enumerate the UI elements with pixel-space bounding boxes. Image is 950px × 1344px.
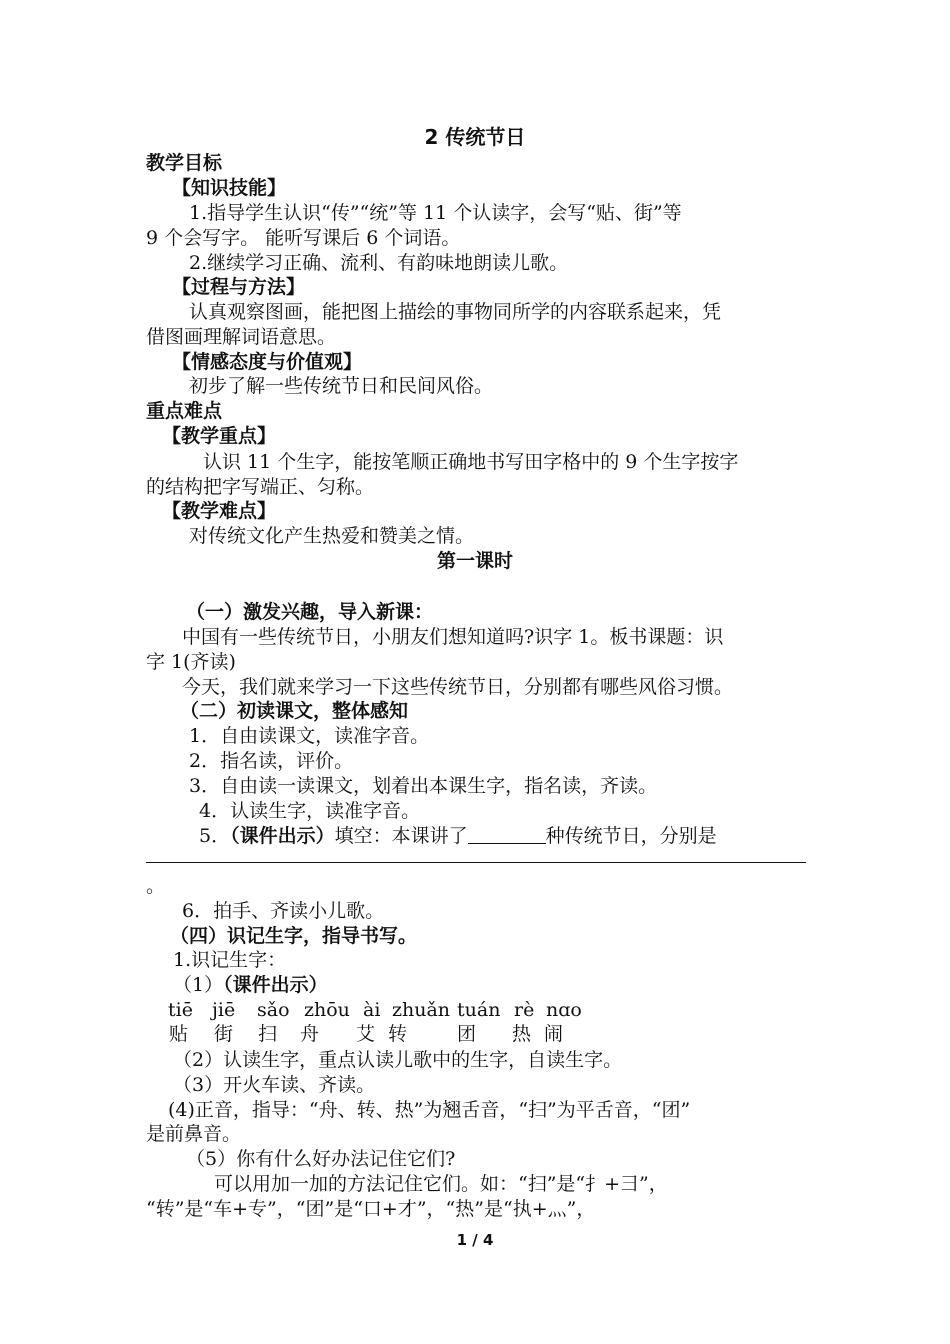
step1-line-a: 中国有一些传统节日，小朋友们想知道吗?识字 1。板书课题：识: [182, 626, 724, 648]
page-number: 1 / 4: [456, 1231, 494, 1249]
fill-blank: [468, 825, 546, 844]
step4-item-4b: 是前鼻音。: [146, 1123, 242, 1145]
skills-line-2: 2.继续学习正确、流利、有韵味地朗读儿歌。: [189, 252, 569, 274]
pinyin-item: nɑo: [546, 999, 582, 1021]
focus-line-a: 认识 11 个生字，能按笔顺正确地书写田字格中的 9 个生字按字: [203, 451, 739, 473]
hanzi-item: 转: [388, 1023, 408, 1045]
pinyin-row: [0, 998, 950, 1022]
step2-item-4: 4．认读生字，读准字音。: [199, 800, 421, 822]
courseware-label-2: （课件出示）: [223, 974, 328, 996]
step4-heading: （四）识记生字，指导书写。: [170, 925, 418, 947]
skills-line-1b: 9 个会写字。 能听写课后 6 个词语。: [146, 227, 461, 249]
step4-item-4a: (4)正音，指导：“舟、转、热”为翘舌音，“扫”为平舌音，“团”: [168, 1099, 691, 1121]
step4-item-3: （3）开火车读、齐读。: [173, 1074, 376, 1096]
step4-item-5a: 可以用加一加的方法记住它们。如：“扫”是“扌+彐”，: [214, 1173, 668, 1195]
step1-line-c: 今天，我们就来学习一下这些传统节日，分别都有哪些风俗习惯。: [182, 676, 734, 698]
key-heading: 重点难点: [146, 400, 223, 422]
step2-item-5: [199, 824, 717, 848]
pinyin-item: tuán: [457, 999, 501, 1021]
emotion-line-1: 初步了解一些传统节日和民间风俗。: [189, 375, 494, 397]
lesson-heading: 第一课时: [436, 550, 513, 572]
pinyin-item: zhōu: [304, 999, 350, 1021]
fill-blank-prefix: 填空：本课讲了: [334, 825, 468, 847]
answer-line-end: 。: [146, 875, 166, 897]
objectives-heading: 教学目标: [146, 152, 223, 174]
pinyin-item: ài: [363, 999, 381, 1021]
step4-item-1-1: [173, 973, 328, 997]
step2-heading: （二）初读课文，整体感知: [180, 700, 409, 722]
process-line-b: 借图画理解词语意思。: [146, 326, 337, 348]
pinyin-item: jiē: [212, 999, 236, 1021]
step4-item-5: （5）你有什么好办法记住它们?: [186, 1148, 456, 1170]
step1-heading: （一）激发兴趣，导入新课：: [186, 601, 434, 623]
pinyin-item: sǎo: [257, 999, 290, 1021]
page-title: 2 传统节日: [424, 125, 526, 149]
hanzi-row: [0, 1022, 950, 1046]
fill-blank-suffix: 种传统节日，分别是: [545, 825, 717, 847]
focus-line-b: 的结构把字写端正、匀称。: [146, 476, 375, 498]
hanzi-item: 贴: [169, 1023, 189, 1045]
difficulty-line-1: 对传统文化产生热爱和赞美之情。: [189, 525, 475, 547]
skills-line-1a: 1.指导学生认识“传”“统”等 11 个认读字，会写“贴、街”等: [189, 202, 682, 224]
hanzi-item: 团: [457, 1023, 477, 1045]
step1-line-b: 字 1(齐读): [146, 651, 236, 673]
skills-heading: 【知识技能】: [172, 177, 287, 199]
step4-item-2: （2）认读生字，重点认读儿歌中的生字，自读生字。: [173, 1049, 623, 1071]
step2-item-3: 3．自由读一读课文，划着出本课生字，指名读，齐读。: [189, 775, 658, 797]
hanzi-item: 艾: [356, 1023, 376, 1045]
courseware-label: （课件出示）: [230, 825, 335, 847]
emotion-heading: 【情感态度与价值观】: [172, 351, 363, 373]
pinyin-item: tiē: [168, 999, 193, 1021]
difficulty-heading: 【教学难点】: [162, 500, 277, 522]
step2-item-1: 1．自由读课文，读准字音。: [189, 725, 430, 747]
pinyin-item: zhuǎn: [392, 999, 451, 1021]
hanzi-item: 扫: [258, 1023, 278, 1045]
step4-item-1-1-number: （1）: [173, 974, 224, 996]
focus-heading: 【教学重点】: [162, 425, 277, 447]
hanzi-item: 闹: [544, 1023, 564, 1045]
step4-item-5b: “转”是“车+专”，“团”是“口+才”，“热”是“执+灬”，: [146, 1198, 596, 1220]
step2-item-2: 2．指名读，评价。: [189, 750, 354, 772]
hanzi-item: 街: [214, 1023, 234, 1045]
process-heading: 【过程与方法】: [172, 276, 306, 298]
step4-item-1: 1.识记生字：: [173, 949, 287, 971]
step2-item-6: 6．拍手、齐读小儿歌。: [182, 900, 385, 922]
answer-line: [146, 862, 806, 863]
step2-item-5-number: 5．: [199, 825, 231, 847]
process-line-a: 认真观察图画，能把图上描绘的事物同所学的内容联系起来，凭: [189, 301, 722, 323]
hanzi-item: 舟: [300, 1023, 320, 1045]
hanzi-item: 热: [512, 1023, 532, 1045]
pinyin-item: rè: [514, 999, 535, 1021]
